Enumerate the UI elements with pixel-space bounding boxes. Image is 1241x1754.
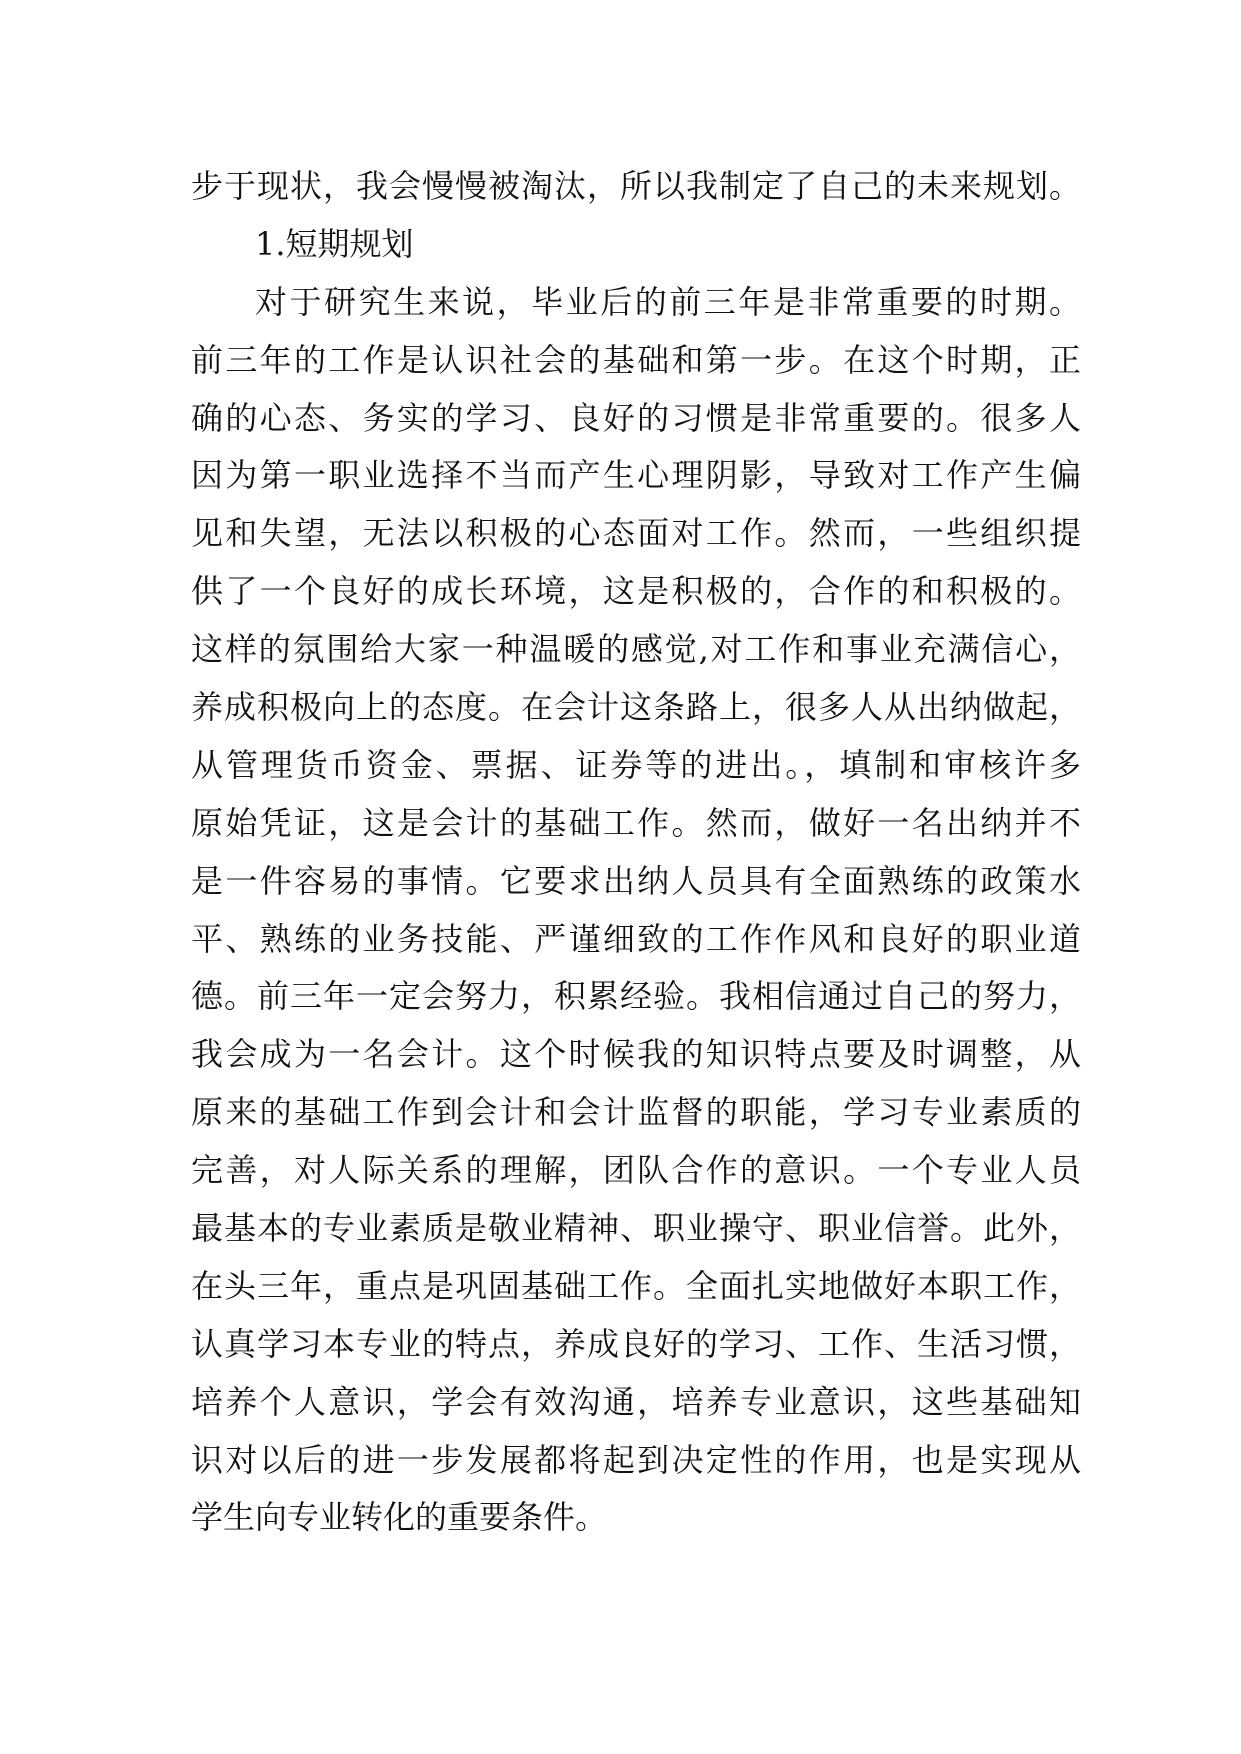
text-line: 培养个人意识，学会有效沟通，培养专业意识，这些基础知 <box>191 1382 1081 1421</box>
text-line: 认真学习本专业的特点，养成良好的学习、工作、生活习惯， <box>191 1324 1081 1363</box>
text-line: 我会成为一名会计。这个时候我的知识特点要及时调整，从 <box>191 1035 1081 1074</box>
text-line: 是一件容易的事情。它要求出纳人员具有全面熟练的政策水 <box>191 861 1081 900</box>
paragraph-first-line: 对于研究生来说，毕业后的前三年是非常重要的时期。 <box>255 282 1081 321</box>
text-line: 德。前三年一定会努力，积累经验。我相信通过自己的努力， <box>191 977 1081 1016</box>
text-line: 这样的氛围给大家一种温暖的感觉,对工作和事业充满信心， <box>191 630 1081 669</box>
text-line: 识对以后的进一步发展都将起到决定性的作用，也是实现从 <box>191 1440 1081 1479</box>
text-line: 养成积极向上的态度。在会计这条路上，很多人从出纳做起， <box>191 688 1081 727</box>
text-line: 见和失望，无法以积极的心态面对工作。然而，一些组织提 <box>191 514 1081 553</box>
text-line: 步于现状，我会慢慢被淘汰，所以我制定了自己的未来规划。 <box>191 167 1081 205</box>
text-line: 确的心态、务实的学习、良好的习惯是非常重要的。很多人 <box>191 398 1081 437</box>
text-line: 平、熟练的业务技能、严谨细致的工作作风和良好的职业道 <box>191 919 1081 958</box>
section-heading: 1.短期规划 <box>255 224 414 263</box>
paragraph-last-line: 学生向专业转化的重要条件。 <box>191 1498 608 1537</box>
text-line: 原来的基础工作到会计和会计监督的职能，学习专业素质的 <box>191 1093 1081 1132</box>
text-line: 在头三年，重点是巩固基础工作。全面扎实地做好本职工作， <box>191 1266 1081 1305</box>
text-line: 前三年的工作是认识社会的基础和第一步。在这个时期，正 <box>191 340 1081 379</box>
text-line: 供了一个良好的成长环境，这是积极的，合作的和积极的。 <box>191 572 1081 611</box>
text-line: 完善，对人际关系的理解，团队合作的意识。一个专业人员 <box>191 1151 1081 1190</box>
text-line: 原始凭证，这是会计的基础工作。然而，做好一名出纳并不 <box>191 803 1081 842</box>
text-line: 最基本的专业素质是敬业精神、职业操守、职业信誉。此外， <box>191 1209 1081 1248</box>
text-line: 因为第一职业选择不当而产生心理阴影，导致对工作产生偏 <box>191 456 1081 495</box>
text-line: 从管理货币资金、票据、证券等的进出。，填制和审核许多 <box>191 745 1081 784</box>
body-text <box>191 158 1081 1547</box>
